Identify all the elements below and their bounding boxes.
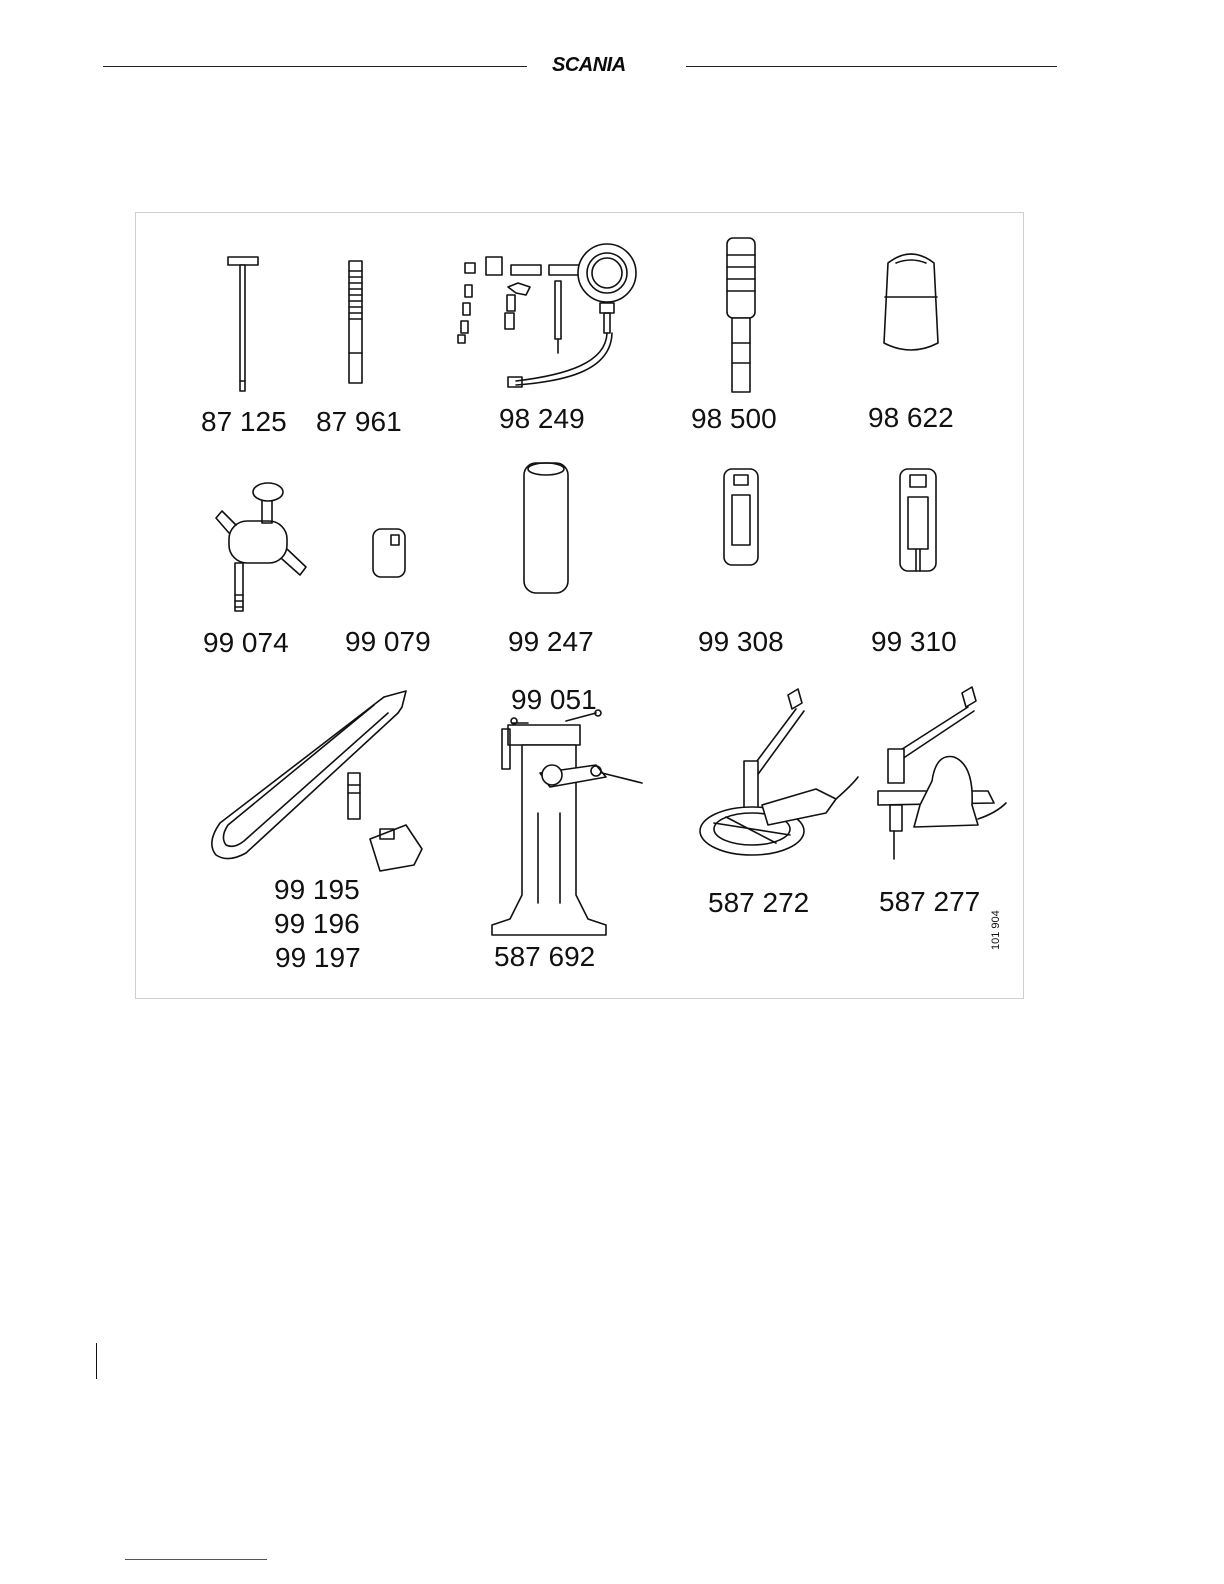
tool-number-99310: 99 310: [871, 626, 957, 657]
tool-99247-drawing: [524, 463, 568, 593]
tool-number-98249: 98 249: [499, 403, 585, 434]
header-rule-left: [103, 66, 527, 67]
tool-99195-drawing: [212, 691, 422, 871]
tools-illustration: [136, 213, 1023, 998]
tool-number-99051: 99 051: [511, 684, 597, 715]
tool-number-87961: 87 961: [316, 406, 402, 437]
footer-link-underline: [125, 1559, 267, 1560]
tool-number-99074: 99 074: [203, 627, 289, 658]
tool-99074-drawing: [216, 483, 306, 611]
tool-98622-drawing: [884, 254, 938, 350]
tool-99079-drawing: [373, 529, 405, 577]
tool-number-587277: 587 277: [879, 886, 981, 917]
tool-number-99196: 99 196: [274, 908, 360, 939]
tools-figure: [135, 212, 1024, 999]
tool-number-99195: 99 195: [274, 874, 360, 905]
tool-number-98622: 98 622: [868, 402, 954, 433]
tool-87125-drawing: [228, 257, 258, 391]
tool-number-587272: 587 272: [708, 887, 810, 918]
tool-587277-drawing: [878, 687, 1006, 859]
tool-98249-drawing: [458, 244, 636, 387]
tool-number-99308: 99 308: [698, 626, 784, 657]
margin-change-bar: [96, 1343, 97, 1379]
tool-number-99079: 99 079: [345, 626, 431, 657]
tool-number-99247: 99 247: [508, 626, 594, 657]
tool-number-99197: 99 197: [275, 942, 361, 973]
scania-logo: SCANIA: [552, 54, 626, 76]
tool-number-587692: 587 692: [494, 941, 596, 972]
tool-number-98500: 98 500: [691, 403, 777, 434]
tool-87961-drawing: [349, 261, 362, 383]
tool-587692-drawing: [492, 710, 642, 935]
tool-99308-drawing: [724, 469, 758, 565]
tool-number-87125: 87 125: [201, 406, 287, 437]
tool-99310-drawing: [900, 469, 936, 571]
tool-98500-drawing: [727, 238, 755, 392]
tool-587272-drawing: [700, 689, 858, 855]
figure-reference-number: 101 904: [990, 910, 1002, 950]
header-rule-right: [686, 66, 1057, 67]
